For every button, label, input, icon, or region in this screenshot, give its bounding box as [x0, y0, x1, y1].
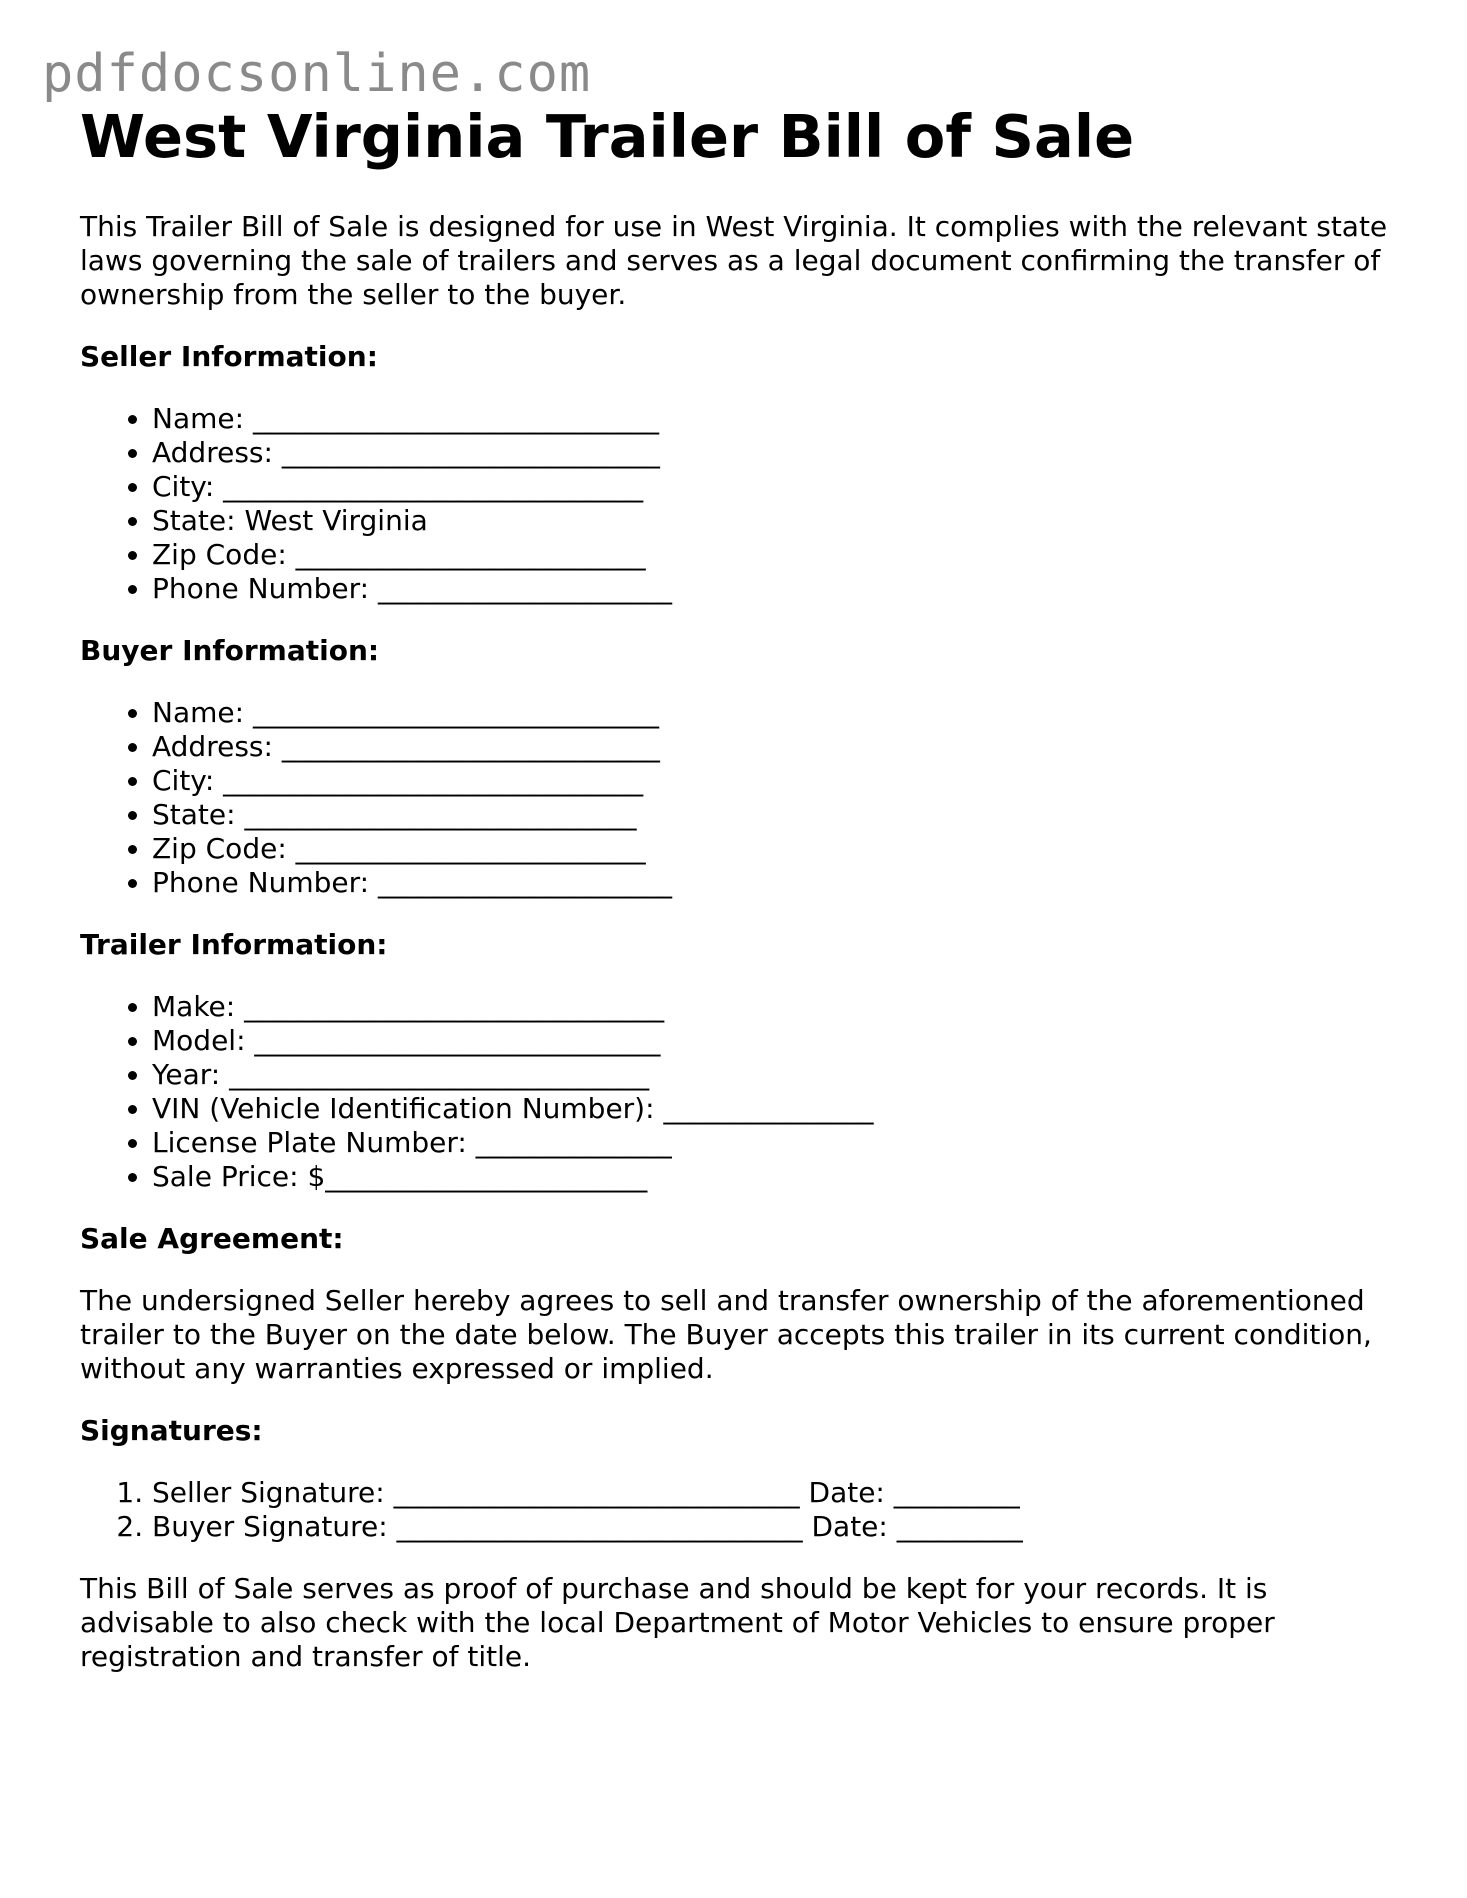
seller-phone-field[interactable]: • Phone Number: _____________________ [152, 572, 1400, 606]
buyer-city-field[interactable]: • City: ______________________________ [152, 764, 1400, 798]
document-title: West Virginia Trailer Bill of Sale [80, 102, 1135, 171]
watermark-text: pdfdocsonline.com [42, 44, 592, 104]
buyer-zip-field[interactable]: • Zip Code: _________________________ [152, 832, 1400, 866]
buyer-address-field[interactable]: • Address: ___________________________ [152, 730, 1400, 764]
buyer-signature-field[interactable]: 2. Buyer Signature: _____________________________ Date: _________ [152, 1510, 1400, 1544]
seller-heading: Seller Information: [80, 340, 378, 373]
trailer-make-field[interactable]: • Make: ______________________________ [152, 990, 1400, 1024]
trailer-price-field[interactable]: • Sale Price: $_______________________ [152, 1160, 1400, 1194]
trailer-list [80, 990, 1400, 1194]
closing-paragraph: This Bill of Sale serves as proof of purchase and should be kept for your records. It is advisable to also check with the local Department of Motor Vehicles to ensure proper registration and transfer of title. [80, 1572, 1275, 1673]
signatures-heading: Signatures: [80, 1414, 263, 1447]
trailer-heading: Trailer Information: [80, 928, 388, 961]
document-body [80, 102, 1400, 1674]
signatures-list [80, 1476, 1400, 1544]
seller-signature-field[interactable]: 1. Seller Signature: _____________________________ Date: _________ [152, 1476, 1400, 1510]
buyer-name-field[interactable]: • Name: _____________________________ [152, 696, 1400, 730]
trailer-vin-field[interactable]: • VIN (Vehicle Identification Number): _______________ [152, 1092, 1400, 1126]
agreement-heading: Sale Agreement: [80, 1222, 344, 1255]
seller-address-field[interactable]: • Address: ___________________________ [152, 436, 1400, 470]
seller-city-field[interactable]: • City: ______________________________ [152, 470, 1400, 504]
buyer-heading: Buyer Information: [80, 634, 380, 667]
seller-name-field[interactable]: • Name: _____________________________ [152, 402, 1400, 436]
intro-paragraph: This Trailer Bill of Sale is designed for use in West Virginia. It complies with the relevant state laws governing the sale of trailers and serves as a legal document confirming the transfer of ownership from the seller to the buyer. [80, 210, 1388, 311]
buyer-list [80, 696, 1400, 900]
trailer-year-field[interactable]: • Year: ______________________________ [152, 1058, 1400, 1092]
seller-state-field: • State: West Virginia [152, 504, 1400, 538]
seller-zip-field[interactable]: • Zip Code: _________________________ [152, 538, 1400, 572]
buyer-state-field[interactable]: • State: ____________________________ [152, 798, 1400, 832]
buyer-phone-field[interactable]: • Phone Number: _____________________ [152, 866, 1400, 900]
trailer-model-field[interactable]: • Model: _____________________________ [152, 1024, 1400, 1058]
trailer-plate-field[interactable]: • License Plate Number: ______________ [152, 1126, 1400, 1160]
seller-list [80, 402, 1400, 606]
agreement-paragraph: The undersigned Seller hereby agrees to sell and transfer ownership of the aforementioned trailer to the Buyer on the date below. The Buyer accepts this trailer in its current condition, without any warranties expressed or implied. [80, 1284, 1372, 1385]
